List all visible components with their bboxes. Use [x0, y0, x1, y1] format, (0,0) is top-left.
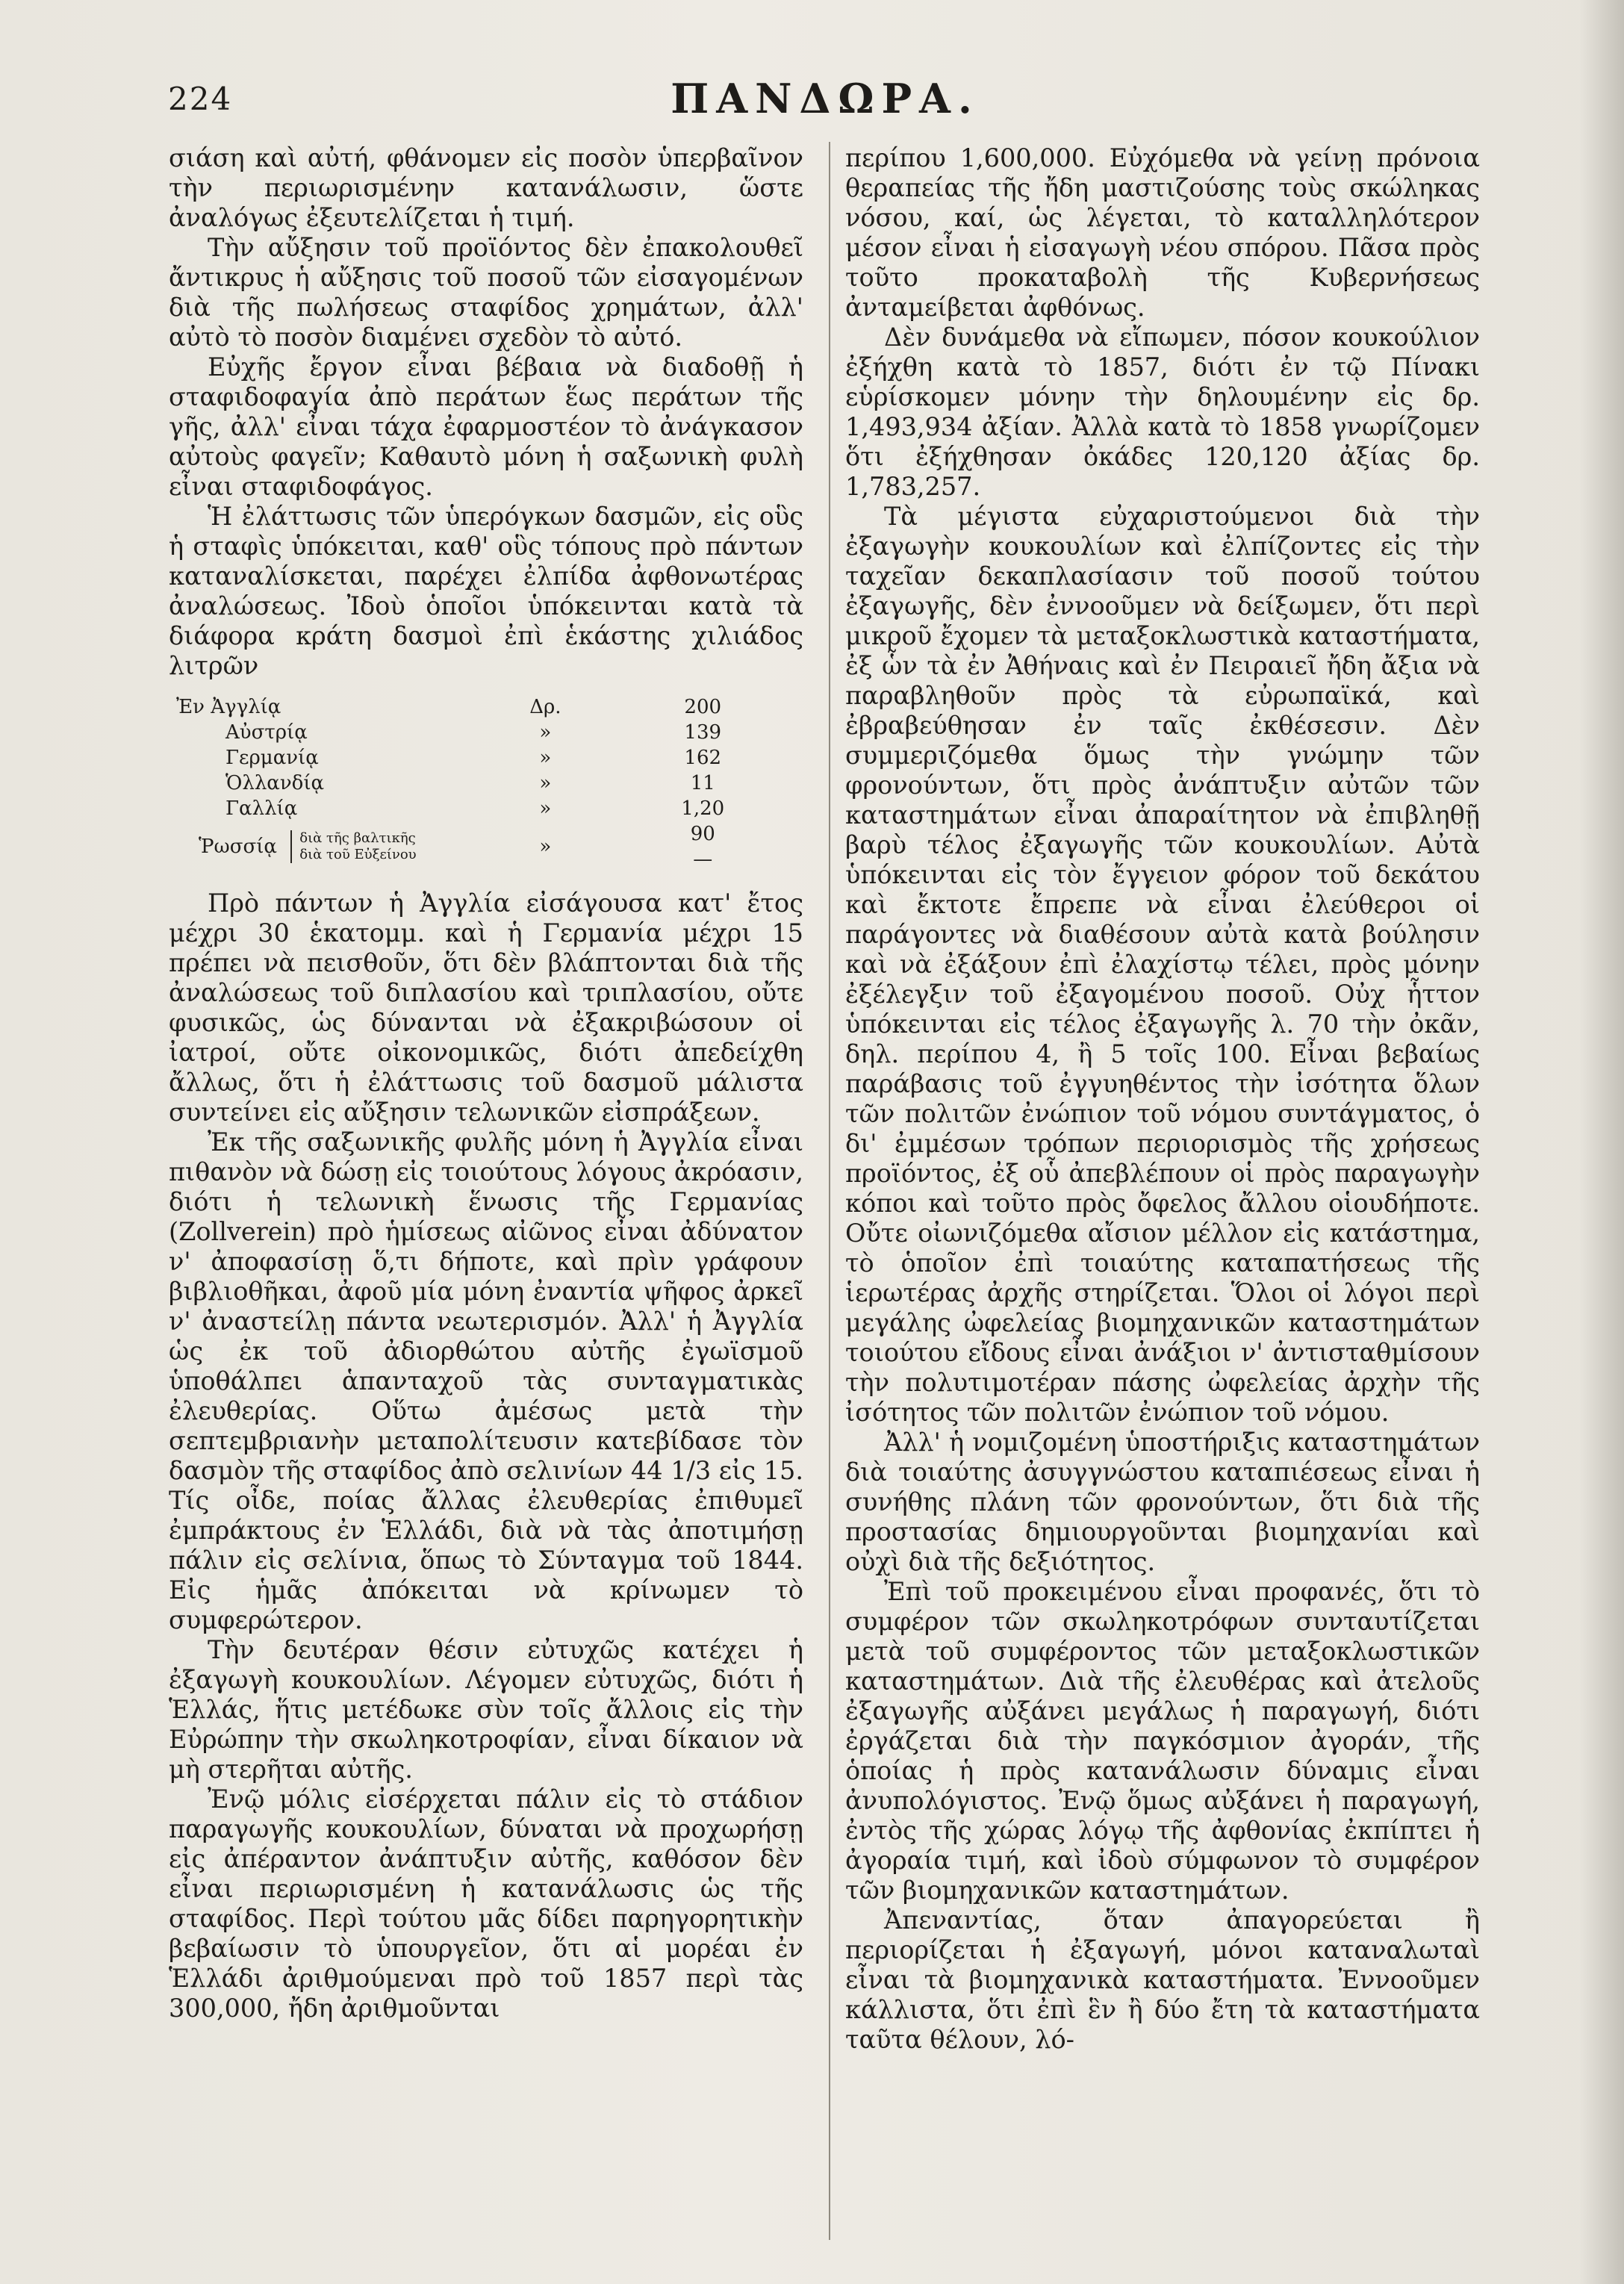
unit-cell: »	[539, 772, 552, 794]
country-cell: Αὐστρίᾳ	[225, 721, 308, 744]
paragraph: Ἡ ἐλάττωσις τῶν ὑπερόγκων δασμῶν, εἰς οὓς ἡ σταφὶς ὑπόκειται, καθ' οὓς τόπους πρὸ πάντων καταναλίσκεται, παρέχει ἐλπίδα ἀφθονωτέρας ἀναλώσεως. Ἰδοὺ ὁποῖοι ὑπόκεινται κατὰ τὰ διάφορα κράτη δασμοὶ ἐπὶ ἑκάστης χιλιάδος λιτρῶν	[169, 502, 803, 680]
table-row	[173, 821, 785, 872]
paragraph: περίπου 1,600,000. Εὐχόμεθα νὰ γείνῃ πρόνοια θεραπείας τῆς ἤδη μαστιζούσης τοὺς σκώληκας νόσου, καί, ὡς λέγεται, τὸ καταλληλότερον μέσον εἶναι ἡ εἰσαγωγὴ νέου σπόρου. Πᾶσα πρὸς τοῦτο προκαταβολὴ τῆς Κυβερνήσεως ἀνταμείβεται ἀφθόνως.	[845, 143, 1480, 322]
paragraph: Ἐπὶ τοῦ προκειμένου εἶναι προφανές, ὅτι τὸ συμφέρον τῶν σκωληκοτρόφων συνταυτίζεται μετὰ τοῦ συμφέροντος τῶν μεταξοκλωστικῶν καταστημάτων. Διὰ τῆς ἐλευθέρας καὶ ἀτελοῦς ἐξαγωγῆς αὐξάνει μεγάλως ἡ παραγωγή, διότι ἐργάζεται διὰ τὴν παγκόσμιον ἀγοράν, τῆς ὁποίας ἡ πρὸς κατανάλωσιν δύναμις εἶναι ἀνυπολόγιστος. Ἐνῷ ὅμως αὐξάνει ἡ παραγωγή, ἐντὸς τῆς χώρας λόγῳ τῆς ἀφθονίας ἐκπίπτει ἡ ἀγοραία τιμή, καὶ ἰδοὺ σύμφωνον τὸ συμφέρον τῶν βιομηχανικῶν καταστημάτων.	[845, 1577, 1480, 1905]
paragraph: Ἐνῷ μόλις εἰσέρχεται πάλιν εἰς τὸ στάδιον παραγωγῆς κουκουλίων, δύναται νὰ προχωρήσῃ εἰς ἀπέραντον ἀνάπτυξιν αὐτῆς, καθόσον δὲν εἶναι περιωρισμένη ἡ κατανάλωσις ὡς τῆς σταφίδος. Περὶ τούτου μᾶς δίδει παρηγορητικὴν βεβαίωσιν τὸ ὑπουργεῖον, ὅτι αἱ μορέαι ἐν Ἑλλάδι ἀριθμούμεναι πρὸ τοῦ 1857 περὶ τὰς 300,000, ἤδη ἀριθμοῦνται	[169, 1784, 803, 2023]
paragraph: Τὴν αὔξησιν τοῦ προϊόντος δὲν ἐπακολουθεῖ ἄντικρυς ἡ αὔξησις τοῦ ποσοῦ τῶν εἰσαγομένων διὰ τῆς πωλήσεως σταφίδος χρημάτων, ἀλλ' αὐτὸ τὸ ποσὸν διαμένει σχεδὸν τὸ αὐτό.	[169, 233, 803, 352]
table-row	[173, 745, 785, 771]
country-cell: Γαλλίᾳ	[225, 797, 298, 820]
left-column	[169, 143, 803, 2023]
country-label: Ῥωσσίᾳ	[199, 836, 277, 858]
value-cell: 11	[690, 772, 715, 794]
value-euxine: —	[693, 848, 713, 871]
unit-cell: »	[539, 747, 552, 769]
value-cell: 162	[684, 747, 722, 769]
unit-cell: »	[539, 797, 552, 820]
country-cell	[173, 821, 470, 872]
paragraph: Τὰ μέγιστα εὐχαριστούμενοι διὰ τὴν ἐξαγωγὴν κουκουλίων καὶ ἐλπίζοντες εἰς τὴν ταχεῖαν δεκαπλασίασιν τοῦ ποσοῦ τούτου ἐξαγωγῆς, δὲν ἐννοοῦμεν νὰ δείξωμεν, ὅτι περὶ μικροῦ ἔχομεν τὰ μεταξοκλωστικὰ καταστήματα, ἐξ ὧν τὰ ἐν Ἀθήναις καὶ ἐν Πειραιεῖ ἤδη ἄξια νὰ παραβληθοῦν πρὸς τὰ εὐρωπαϊκά, καὶ ἐβραβεύθησαν ἐν ταῖς ἐκθέσεσιν. Δὲν συμμεριζόμεθα ὅμως τὴν γνώμην τῶν φρονούντων, ὅτι πρὸς ἀνάπτυξιν αὐτῶν τῶν καταστημάτων εἶναι ἀπαραίτητον νὰ ἐπιβληθῇ βαρὺ τέλος ἐξαγωγῆς τῶν κουκουλίων. Αὐτὰ ὑπόκεινται εἰς τὸν ἔγγειον φόρον τοῦ δεκάτου καὶ ἔκτοτε ἔπρεπε νὰ εἶναι ἐλεύθεροι οἱ παράγοντες νὰ διαθέσουν αὐτὰ κατὰ βούλησιν καὶ νὰ ἐξάξουν ἐπὶ ἐλαχίστῳ τέλει, πρὸς μόνην ἐξέλεγξιν τοῦ ἐξαγομένου ποσοῦ. Οὐχ ἧττον ὑπόκεινται εἰς τέλος ἐξαγωγῆς λ. 70 τὴν ὀκᾶν, δηλ. περίπου 4, ἢ 5 τοῖς 100. Εἶναι βεβαίως παράβασις τοῦ ἐγγυηθέντος τὴν ἰσότητα ὅλων τῶν πολιτῶν ἐνώπιον τοῦ νόμου συντάγματος, ὁ δι' ἐμμέσων τρόπων περιορισμὸς τῆς χρήσεως προϊόντος, ἐξ οὗ ἀπεβλέπουν οἱ πρὸς παραγωγὴν κόποι καὶ τοῦτο πρὸς ὄφελος ἄλλου οἱουδήποτε. Οὔτε οἰωνιζόμεθα αἴσιον μέλλον εἰς κατάστημα, τὸ ὁποῖον ἐπὶ τοιαύτης καταπατήσεως τῆς ἱερωτέρας ἀρχῆς στηρίζεται. Ὅλοι οἱ λόγοι περὶ μεγάλης ὠφελείας βιομηχανικῶν καταστημάτων τοιούτου εἴδους εἶναι ἀνάξιοι ν' ἀντισταθμίσουν τὴν πολυτιμοτέραν πάσης ὠφελείας ἀρχὴν τῆς ἰσότητος τῶν πολιτῶν ἐνώπιον τοῦ νόμου.	[845, 502, 1480, 1427]
value-cell	[620, 821, 785, 872]
value-cell: 139	[684, 721, 722, 744]
unit-cell: »	[539, 836, 552, 858]
paragraph: Ἐκ τῆς σαξωνικῆς φυλῆς μόνη ἡ Ἀγγλία εἶναι πιθανὸν νὰ δώσῃ εἰς τοιούτους λόγους ἀκρόασιν, διότι ἡ τελωνικὴ ἕνωσις τῆς Γερμανίας (Zollverein) πρὸ ἡμίσεως αἰῶνος εἶναι ἀδύνατον ν' ἀποφασίσῃ ὅ,τι δήποτε, καὶ πρὶν γράφουν βιβλιοθῆκαι, ἀφοῦ μία μόνη ἐναντία ψῆφος ἀρκεῖ ν' ἀναστείλῃ πάντα νεωτερισμόν. Ἀλλ' ἡ Ἀγγλία ὡς ἐκ τοῦ ἀδιορθώτου αὐτῆς ἐγωϊσμοῦ ὑποθάλπει ἁπανταχοῦ τὰς συνταγματικὰς ἐλευθερίας. Οὕτω ἀμέσως μετὰ τὴν σεπτεμβριανὴν μεταπολίτευσιν κατεβίδασε τὸν δασμὸν τῆς σταφίδος ἀπὸ σελινίων 44 1/3 εἰς 15. Τίς οἶδε, ποίας ἄλλας ἐλευθερίας ἐπιθυμεῖ ἐμπράκτους ἐν Ἑλλάδι, διὰ νὰ τὰς ἀποτιμήσῃ πάλιν εἰς σελίνια, ὅπως τὸ Σύνταγμα τοῦ 1844. Εἰς ἡμᾶς ἀπόκειται νὰ κρίνωμεν τὸ συμφερώτερον.	[169, 1127, 803, 1634]
country-cell: Γερμανίᾳ	[225, 747, 319, 769]
country-cell: Ἐν Ἀγγλίᾳ	[176, 696, 281, 718]
paragraph: Εὐχῆς ἔργον εἶναι βέβαια νὰ διαδοθῇ ἡ σταφιδοφαγία ἀπὸ περάτων ἕως περάτων τῆς γῆς, ἀλλ' εἶναι τάχα ἐφαρμοστέον τὸ ἀνάγκασον αὐτοὺς φαγεῖν; Καθαυτὸ μόνη ἡ σαξωνικὴ φυλὴ εἶναι σταφιδοφάγος.	[169, 352, 803, 501]
table-row	[173, 694, 785, 720]
paragraph: σιάση καὶ αὐτή, φθάνομεν εἰς ποσὸν ὑπερβαῖνον τὴν περιωρισμένην κατανάλωσιν, ὥστε ἀναλόγως ἐξευτελίζεται ἡ τιμή.	[169, 143, 803, 232]
paragraph: Πρὸ πάντων ἡ Ἀγγλία εἰσάγουσα κατ' ἔτος μέχρι 30 ἑκατομμ. καὶ ἡ Γερμανία μέχρι 15 πρέπει νὰ πεισθοῦν, ὅτι δὲν βλάπτονται διὰ τῆς ἀναλώσεως τοῦ διπλασίου καὶ τριπλασίου, οὔτε φυσικῶς, ὡς δύνανται νὰ ἐξακριβώσουν οἱ ἰατροί, οὔτε οἰκονομικῶς, διότι ἀπεδείχθη ἄλλως, ὅτι ἡ ἐλάττωσις τοῦ δασμοῦ μάλιστα συντείνει εἰς αὔξησιν τελωνικῶν εἰσπράξεων.	[169, 889, 803, 1127]
duty-table	[173, 694, 785, 872]
value-baltic: 90	[690, 823, 715, 845]
page-header	[168, 75, 1482, 127]
paragraph: Ἀλλ' ἡ νομιζομένη ὑποστήριξις καταστημάτων διὰ τοιαύτης ἀσυγγνώστου καταπιέσεως εἶναι ἡ συνήθης πλάνη τῶν φρονούντων, ὅτι διὰ τῆς προστασίας δημιουργοῦνται βιομηχανίαι καὶ οὐχὶ διὰ τῆς δεξιότητος.	[845, 1428, 1480, 1576]
page-number: 224	[168, 81, 233, 117]
route-label: διὰ τοῦ Εὐξείνου	[299, 847, 417, 862]
table-row	[173, 720, 785, 745]
right-column	[845, 143, 1480, 2055]
paragraph: Τὴν δευτέραν θέσιν εὐτυχῶς κατέχει ἡ ἐξαγωγὴ κουκουλίων. Λέγομεν εὐτυχῶς, διότι ἡ Ἑλλάς, ἥτις μετέδωκε σὺν τοῖς ἄλλοις εἰς τὴν Εὐρώπην τὴν σκωληκοτροφίαν, εἶναι δίκαιον νὰ μὴ στερῆται αὐτῆς.	[169, 1635, 803, 1784]
table-row	[173, 771, 785, 796]
route-label: διὰ τῆς βαλτικῆς	[299, 830, 416, 846]
value-cell: 1,20	[681, 797, 725, 820]
unit-cell: Δρ.	[529, 696, 561, 718]
country-cell: Ὁλλανδίᾳ	[225, 772, 325, 794]
value-cell: 200	[684, 696, 722, 718]
page-fold-shadow	[1579, 0, 1624, 2284]
column-divider	[829, 142, 830, 2240]
table-row	[173, 796, 785, 821]
unit-cell: »	[539, 721, 552, 744]
route-brace	[290, 830, 416, 863]
paragraph: Ἀπεναντίας, ὅταν ἀπαγορεύεται ἢ περιορίζεται ἡ ἐξαγωγή, μόνοι καταναλωταὶ εἶναι τὰ βιομηχανικὰ καταστήματα. Ἐννοοῦμεν κάλλιστα, ὅτι ἐπὶ ἓν ἢ δύο ἔτη τὰ καταστήματα ταῦτα θέλουν, λό-	[845, 1905, 1480, 2054]
running-title: ΠΑΝΔΩΡΑ.	[671, 75, 980, 122]
paragraph: Δὲν δυνάμεθα νὰ εἴπωμεν, πόσον κουκούλιον ἐξήχθη κατὰ τὸ 1857, διότι ἐν τῷ Πίνακι εὑρίσκομεν μόνην τὴν δηλουμένην εἰς δρ. 1,493,934 ἀξίαν. Ἀλλὰ κατὰ τὸ 1858 γνωρίζομεν ὅτι ἐξήχθησαν ὀκάδες 120,120 ἀξίας δρ. 1,783,257.	[845, 323, 1480, 501]
